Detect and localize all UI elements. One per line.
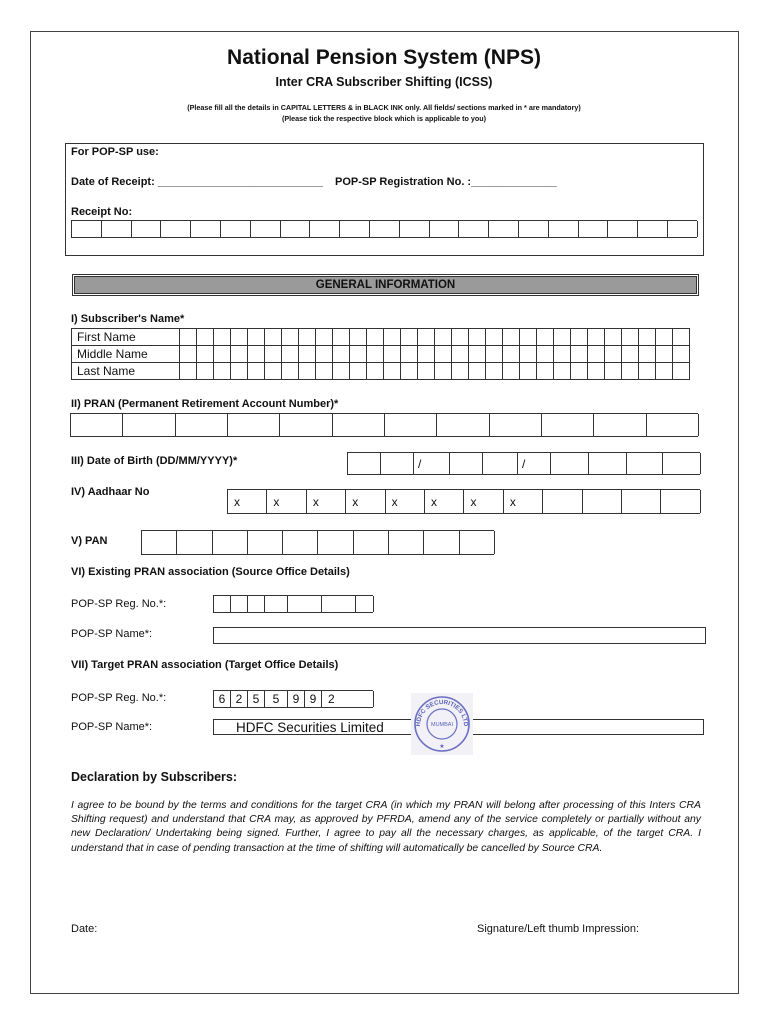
name-char-cell[interactable] [265,329,282,346]
name-char-cell[interactable] [180,346,197,363]
target-reg-digit[interactable]: 6 [214,691,231,707]
name-char-cell[interactable] [588,329,605,346]
reg-cell[interactable] [214,596,231,612]
reg-cell[interactable] [231,596,248,612]
name-char-cell[interactable] [282,363,299,380]
name-char-cell[interactable] [673,329,690,346]
name-char-cell[interactable] [197,329,214,346]
aadhaar-cell[interactable] [543,490,582,513]
declaration-text: I agree to be bound by the terms and conditions for the target CRA (in which my PRAN will belong after processing of this Inters CRA Shifting request) and understand that CRA may, as approved by PFRDA, amend any of the service completely or partially without any new Declaration/ Undertaking being signed. Further, I agree to pay all the necessary charges, as applicable, of the target CRA. I understand that in case of pending transaction at the time of shifting will automatically be cancelled by Source CRA. [71,800,701,854]
pran-cell[interactable] [594,414,646,436]
receipt-no-cell[interactable] [430,221,460,237]
receipt-no-cell[interactable] [310,221,340,237]
aadhaar-cell[interactable] [583,490,622,513]
name-char-cell[interactable] [571,346,588,363]
stamp-graphic [411,693,473,755]
dob-cell[interactable] [627,453,663,474]
signature-label: Signature/Left thumb Impression: [477,923,640,935]
name-char-cell[interactable] [282,329,299,346]
name-char-cell[interactable] [605,329,622,346]
name-char-cell[interactable] [554,363,571,380]
aadhaar-label: IV) Aadhaar No [71,486,150,498]
name-char-cell[interactable] [384,363,401,380]
target-reg-digit[interactable]: 9 [288,691,305,707]
name-char-cell[interactable] [656,346,673,363]
name-char-cell[interactable] [486,363,503,380]
name-char-cell[interactable] [452,363,469,380]
name-char-cell[interactable] [299,346,316,363]
pan-cell[interactable] [213,531,248,554]
name-char-cell[interactable] [333,329,350,346]
receipt-no-boxes[interactable] [71,220,697,238]
name-char-cell[interactable] [214,346,231,363]
name-char-cell[interactable] [588,363,605,380]
pan-cell[interactable] [318,531,353,554]
receipt-no-cell[interactable] [191,221,221,237]
name-char-cell[interactable] [554,329,571,346]
name-char-cell[interactable] [588,346,605,363]
stamp-center-text: MUMBAI [431,722,453,728]
form-subtitle: Inter CRA Subscriber Shifting (ICSS) [275,75,493,89]
pan-cell[interactable] [354,531,389,554]
name-char-cell[interactable] [469,329,486,346]
aadhaar-cell[interactable] [622,490,661,513]
dob-separator: / [414,453,450,474]
stamp-arc-text: HDFC SECURITIES LTD [414,698,470,727]
name-char-cell[interactable] [418,346,435,363]
target-reg-no-boxes[interactable] [213,690,373,708]
receipt-no-cell[interactable] [132,221,162,237]
existing-name-field[interactable] [213,627,706,644]
receipt-no-cell[interactable] [608,221,638,237]
date-label: Date: [71,923,98,935]
receipt-no-cell[interactable] [72,221,102,237]
name-char-cell[interactable] [384,346,401,363]
name-char-cell[interactable] [367,346,384,363]
name-char-cell[interactable] [503,329,520,346]
name-char-cell[interactable] [401,346,418,363]
name-char-cell[interactable] [248,329,265,346]
name-char-cell[interactable] [435,363,452,380]
pan-cell[interactable] [389,531,424,554]
name-char-cell[interactable] [299,329,316,346]
aadhaar-cell[interactable]: x [464,490,503,513]
name-char-cell[interactable] [520,363,537,380]
name-char-cell[interactable] [265,363,282,380]
company-stamp [411,693,473,755]
name-char-cell[interactable] [418,363,435,380]
pran-cell[interactable] [490,414,542,436]
pran-label: II) PRAN (Permanent Retirement Account Number)* [71,398,339,410]
name-char-cell[interactable] [333,363,350,380]
name-char-cell[interactable] [452,329,469,346]
name-char-cell[interactable] [520,329,537,346]
subscriber-name-label: I) Subscriber's Name* [71,313,185,325]
stamp-star-icon: ★ [439,744,445,750]
reg-cell[interactable] [248,596,265,612]
name-char-cell[interactable] [180,363,197,380]
receipt-no-cell[interactable] [221,221,251,237]
target-association-label: VII) Target PRAN association (Target Office Details) [71,659,339,671]
reg-cell[interactable] [288,596,322,612]
receipt-no-cell[interactable] [638,221,668,237]
name-char-cell[interactable] [571,363,588,380]
target-reg-digit[interactable]: 9 [305,691,322,707]
name-char-cell[interactable] [248,363,265,380]
aadhaar-boxes[interactable] [227,489,700,514]
receipt-no-cell[interactable] [459,221,489,237]
receipt-no-cell[interactable] [489,221,519,237]
receipt-no-cell[interactable] [549,221,579,237]
name-char-cell[interactable] [486,329,503,346]
name-char-cell[interactable] [673,363,690,380]
pran-cell[interactable] [542,414,594,436]
target-name-field[interactable]: HDFC Securities Limited [213,719,704,735]
receipt-no-cell[interactable] [102,221,132,237]
pran-cell[interactable] [333,414,385,436]
reg-cell[interactable] [356,596,374,612]
pran-cell[interactable] [647,414,699,436]
reg-cell[interactable] [265,596,288,612]
pop-sp-use-heading: For POP-SP use: [71,146,159,158]
name-char-cell[interactable] [537,346,554,363]
name-char-cell[interactable] [384,329,401,346]
name-char-cell[interactable] [231,329,248,346]
dob-cell[interactable] [589,453,627,474]
existing-association-label: VI) Existing PRAN association (Source Office Details) [71,566,350,578]
dob-cell[interactable] [483,453,518,474]
reg-cell[interactable] [322,596,356,612]
existing-reg-no-boxes[interactable] [213,595,373,613]
receipt-no-cell[interactable] [161,221,191,237]
name-char-cell[interactable] [503,346,520,363]
middle-name-label: Middle Name [72,346,180,363]
name-char-cell[interactable] [350,346,367,363]
name-char-cell[interactable] [656,329,673,346]
pan-cell[interactable] [460,531,495,554]
dob-cell[interactable] [551,453,589,474]
instruction-line-2: (Please tick the respective block which is applicable to you) [281,114,487,123]
target-name-label: POP-SP Name*: [71,721,153,733]
name-char-cell[interactable] [418,329,435,346]
name-char-cell[interactable] [452,346,469,363]
dob-cell[interactable] [450,453,483,474]
name-char-cell[interactable] [401,329,418,346]
name-char-cell[interactable] [197,346,214,363]
name-char-cell[interactable] [265,346,282,363]
target-reg-digit[interactable]: 2 [231,691,248,707]
receipt-no-cell[interactable] [281,221,311,237]
receipt-no-cell[interactable] [668,221,698,237]
pan-label: V) PAN [71,535,108,547]
name-char-cell[interactable] [231,363,248,380]
name-char-cell[interactable] [622,346,639,363]
name-char-cell[interactable] [316,346,333,363]
name-char-cell[interactable] [503,363,520,380]
existing-reg-no-label: POP-SP Reg. No.*: [71,598,167,610]
name-char-cell[interactable] [537,363,554,380]
aadhaar-cell[interactable]: x [228,490,267,513]
dob-cell[interactable] [663,453,701,474]
receipt-no-label: Receipt No: [71,206,133,218]
instruction-line-1: (Please fill all the details in CAPITAL LETTERS & in BLACK INK only. All fields/ sections marked in * are mandatory) [187,103,581,112]
name-char-cell[interactable] [673,346,690,363]
name-char-cell[interactable] [554,346,571,363]
aadhaar-cell[interactable]: x [425,490,464,513]
aadhaar-cell[interactable]: x [346,490,385,513]
name-char-cell[interactable] [231,346,248,363]
dob-label: III) Date of Birth (DD/MM/YYYY)* [71,455,238,467]
target-reg-digit[interactable]: 2 [322,691,374,707]
name-char-cell[interactable] [299,363,316,380]
receipt-no-cell[interactable] [519,221,549,237]
middle-name-row[interactable] [72,346,690,363]
pran-cell[interactable] [385,414,437,436]
pop-sp-use-box [65,143,704,256]
name-char-cell[interactable] [316,329,333,346]
aadhaar-cell[interactable]: x [504,490,543,513]
aadhaar-cell[interactable]: x [267,490,306,513]
existing-name-label: POP-SP Name*: [71,628,153,640]
pran-cell[interactable] [437,414,489,436]
general-information-banner: GENERAL INFORMATION [74,276,697,294]
name-char-cell[interactable] [605,346,622,363]
pan-cell[interactable] [424,531,459,554]
dob-cell[interactable] [381,453,414,474]
dob-separator: / [518,453,551,474]
pran-cell[interactable] [71,414,123,436]
name-char-cell[interactable] [367,329,384,346]
pran-cell[interactable] [123,414,175,436]
name-char-cell[interactable] [571,329,588,346]
receipt-no-cell[interactable] [400,221,430,237]
pan-cell[interactable] [142,531,177,554]
dob-cell[interactable] [348,453,381,474]
dob-boxes[interactable] [347,452,700,475]
name-char-cell[interactable] [537,329,554,346]
name-char-cell[interactable] [486,346,503,363]
form-title: National Pension System (NPS) [227,46,541,69]
first-name-row[interactable] [72,329,690,346]
receipt-no-cell[interactable] [579,221,609,237]
first-name-label: First Name [72,329,180,346]
target-reg-no-label: POP-SP Reg. No.*: [71,692,167,704]
name-char-cell[interactable] [639,329,656,346]
name-char-cell[interactable] [435,346,452,363]
last-name-label: Last Name [72,363,180,380]
name-char-cell[interactable] [282,346,299,363]
date-of-receipt-field[interactable]: Date of Receipt: ___________________________ [71,176,323,188]
target-reg-digit[interactable]: 5 [265,691,288,707]
name-char-cell[interactable] [197,363,214,380]
aadhaar-cell[interactable]: x [386,490,425,513]
pan-cell[interactable] [177,531,212,554]
name-char-cell[interactable] [248,346,265,363]
name-char-cell[interactable] [214,329,231,346]
name-char-cell[interactable] [622,363,639,380]
receipt-no-cell[interactable] [251,221,281,237]
aadhaar-cell[interactable] [661,490,700,513]
last-name-row[interactable] [72,363,690,380]
name-char-cell[interactable] [656,363,673,380]
name-char-cell[interactable] [316,363,333,380]
name-char-cell[interactable] [469,363,486,380]
name-char-cell[interactable] [401,363,418,380]
name-char-cell[interactable] [350,329,367,346]
target-reg-digit[interactable]: 5 [248,691,265,707]
name-char-cell[interactable] [639,363,656,380]
pan-boxes[interactable] [141,530,494,555]
declaration-heading: Declaration by Subscribers: [71,770,238,784]
subscriber-name-table[interactable] [71,328,690,380]
aadhaar-cell[interactable]: x [307,490,346,513]
name-char-cell[interactable] [350,363,367,380]
pan-cell[interactable] [248,531,283,554]
pan-cell[interactable] [283,531,318,554]
name-char-cell[interactable] [180,329,197,346]
pran-boxes[interactable] [70,413,698,437]
receipt-no-cell[interactable] [340,221,370,237]
pran-cell[interactable] [280,414,332,436]
name-char-cell[interactable] [367,363,384,380]
pop-sp-registration-field[interactable]: POP-SP Registration No. :______________ [335,176,557,188]
name-char-cell[interactable] [520,346,537,363]
pran-cell[interactable] [176,414,228,436]
name-char-cell[interactable] [622,329,639,346]
name-char-cell[interactable] [605,363,622,380]
name-char-cell[interactable] [435,329,452,346]
name-char-cell[interactable] [333,346,350,363]
name-char-cell[interactable] [469,346,486,363]
receipt-no-cell[interactable] [370,221,400,237]
pran-cell[interactable] [228,414,280,436]
name-char-cell[interactable] [639,346,656,363]
name-char-cell[interactable] [214,363,231,380]
